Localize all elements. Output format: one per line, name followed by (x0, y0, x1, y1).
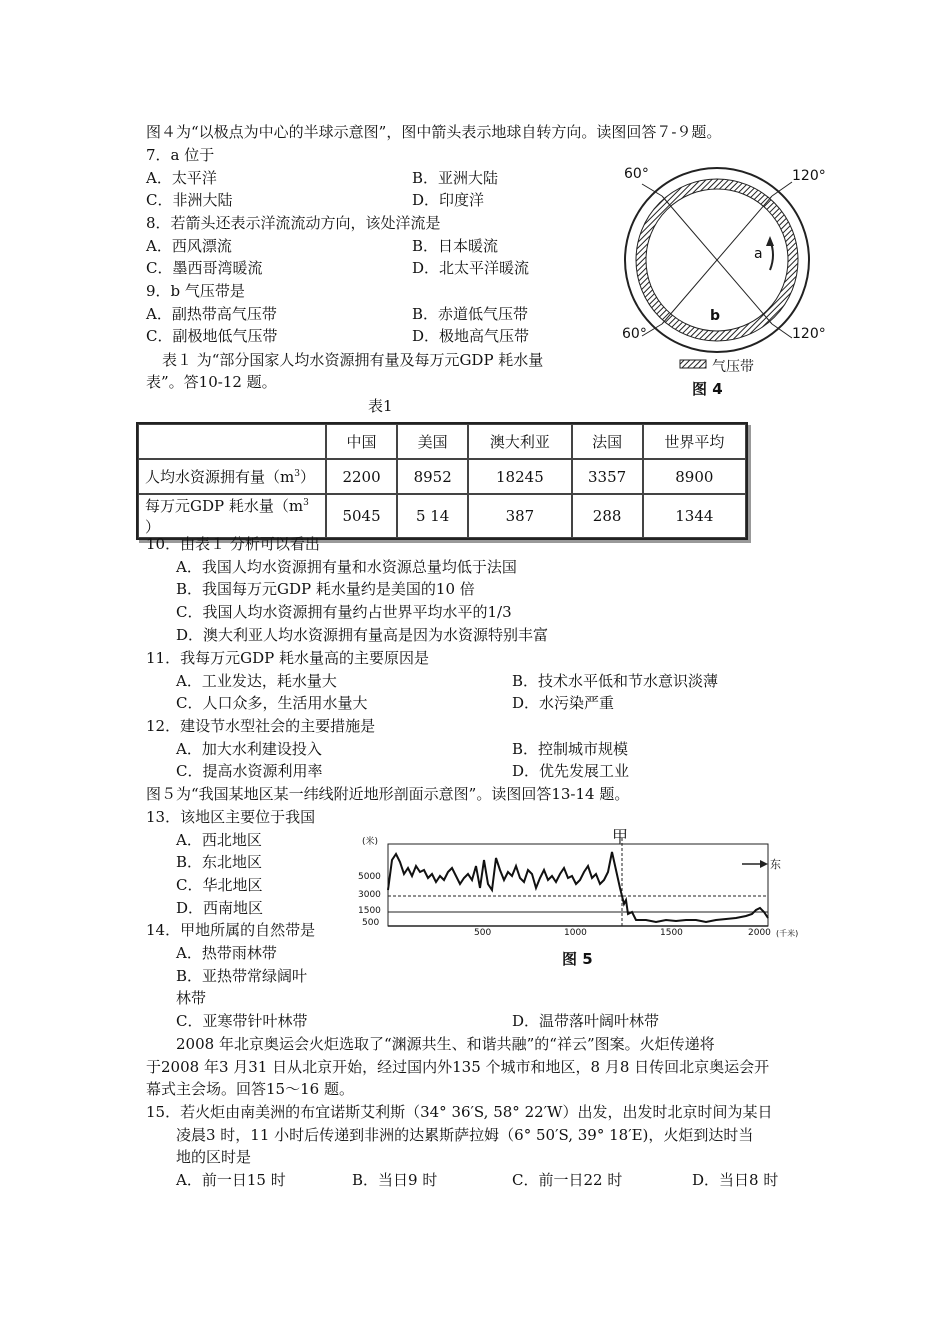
question-11: 11．我每万元GDP 耗水量高的主要原因是 (146, 649, 429, 667)
table-header-cell: 世界平均 (643, 424, 746, 459)
q8-option-c: C．墨西哥湾暖流 (146, 259, 263, 277)
question-10: 10．由表１ 分析可以看出 (146, 535, 320, 553)
table-cell: 288 (572, 494, 643, 538)
intro-fig5: 图５为“我国某地区某一纬线附近地形剖面示意图”。读图回答13-14 题。 (146, 785, 630, 803)
q10-option-a: A．我国人均水资源拥有量和水资源总量均低于法国 (176, 558, 517, 576)
q11-option-a: A．工业发达，耗水量大 (176, 672, 337, 690)
table-1 (136, 422, 748, 540)
q12-option-a: A．加大水利建设投入 (176, 740, 322, 758)
q14-option-b: B．亚热带常绿阔叶 (176, 967, 308, 985)
intro-torch-line1: 2008 年北京奥运会火炬选取了“渊源共生、和谐共融”的“祥云”图案。火炬传递将 (176, 1035, 715, 1053)
fig5-y-tick: 5000 (358, 872, 381, 882)
table-header-cell: 中国 (326, 424, 397, 459)
q7-option-a: A．太平洋 (146, 169, 217, 187)
question-8: 8．若箭头还表示洋流流动方向，该处洋流是 (146, 214, 441, 232)
q13-option-c: C．华北地区 (176, 876, 263, 894)
fig5-x-tick: 2000 (748, 928, 771, 938)
fig4-legend-label: 气压带 (712, 359, 754, 375)
q9-option-d: D．极地高气压带 (412, 327, 530, 345)
q14-option-c: C．亚寒带针叶林带 (176, 1012, 308, 1030)
q7-option-b: B．亚洲大陆 (412, 169, 499, 187)
table-header-row (138, 424, 746, 459)
table-cell: 387 (468, 494, 571, 538)
table-cell: 3357 (572, 459, 643, 494)
q10-option-b: B．我国每万元GDP 耗水量约是美国的10 倍 (176, 580, 475, 598)
q13-option-a: A．西北地区 (176, 831, 262, 849)
row-label-water-per-capita: 人均水资源拥有量$(m^3)$ (138, 459, 326, 494)
question-15-line1: 15．若火炬由南美洲的布宜诺斯艾利斯（34° 36′S, 58° 22′W）出发，出发时北京时间为某日 (146, 1103, 773, 1121)
intro-table1-line2: 表”。答10-12 题。 (146, 373, 277, 391)
table-header-cell: 澳大利亚 (468, 424, 571, 459)
q15-option-d: D．当日8 时 (692, 1171, 779, 1189)
fig5-y-tick: 3000 (358, 890, 381, 900)
fig5-caption: 图 5 (562, 950, 593, 968)
question-15-line3: 地的区时是 (176, 1148, 252, 1166)
question-13: 13．该地区主要位于我国 (146, 808, 316, 826)
fig5-y-tick: 500 (362, 918, 380, 928)
fig4-caption: 图 4 (692, 380, 723, 398)
table-cell: 8900 (643, 459, 746, 494)
figure-5 (356, 827, 812, 970)
fig5-x-unit: (千米) (776, 929, 799, 938)
q8-option-a: A．西风漂流 (146, 237, 232, 255)
q12-option-c: C．提高水资源利用率 (176, 762, 323, 780)
q13-option-b: B．东北地区 (176, 853, 263, 871)
table-header-cell (138, 424, 326, 459)
fig4-label-120-bottom: 120° (792, 326, 826, 342)
fig5-label-jia: 甲 (612, 827, 629, 846)
q13-option-d: D．西南地区 (176, 899, 264, 917)
fig5-y-tick: 1500 (358, 906, 381, 916)
intro-fig4: 图４为“以极点为中心的半球示意图”，图中箭头表示地球自转方向。读图回答７-９题。 (146, 123, 722, 141)
q10-option-c: C．我国人均水资源拥有量约占世界平均水平的1/3 (176, 603, 512, 621)
table-cell: 5045 (326, 494, 397, 538)
q14-option-a: A．热带雨林带 (176, 944, 277, 962)
question-7: 7．a 位于 (146, 146, 215, 164)
q15-option-c: C．前一日22 时 (512, 1171, 623, 1189)
q11-option-d: D．水污染严重 (512, 694, 615, 712)
q12-option-d: D．优先发展工业 (512, 762, 630, 780)
figure-4 (612, 160, 837, 400)
fig4-label-b: b (710, 308, 721, 324)
table-header-cell: 美国 (397, 424, 468, 459)
question-14: 14．甲地所属的自然带是 (146, 921, 316, 939)
intro-torch-line2: 于2008 年3 月31 日从北京开始，经过国内外135 个城市和地区，8 月8 日传回北京奥运会开 (146, 1058, 770, 1076)
table-header-cell: 法国 (572, 424, 643, 459)
fig4-label-a: a (754, 246, 763, 262)
table-cell: 8952 (397, 459, 468, 494)
q9-option-a: A．副热带高气压带 (146, 305, 277, 323)
row-label-water-per-gdp: 每万元GDP 耗水量（$m^3$ ） (138, 494, 326, 538)
q8-option-d: D．北太平洋暖流 (412, 259, 530, 277)
table1-caption: 表1 (368, 397, 393, 415)
q12-option-b: B．控制城市规模 (512, 740, 629, 758)
intro-torch-line3: 幕式主会场。回答15～16 题。 (146, 1080, 354, 1098)
fig4-label-60-bottom: 60° (622, 326, 647, 342)
legend-swatch (680, 360, 706, 368)
question-9: 9．b 气压带是 (146, 282, 245, 300)
q15-option-b: B．当日9 时 (352, 1171, 438, 1189)
table-cell: 5 14 (397, 494, 468, 538)
q14-option-b-cont: 林带 (176, 989, 207, 1007)
table-cell: 18245 (468, 459, 571, 494)
q8-option-b: B．日本暖流 (412, 237, 499, 255)
table-cell: 1344 (643, 494, 746, 538)
intro-table1-line1: 表１ 为“部分国家人均水资源拥有量及每万元GDP 耗水量 (162, 351, 544, 369)
table-row (138, 459, 746, 494)
q7-option-d: D．印度洋 (412, 191, 485, 209)
q14-option-d: D．温带落叶阔叶林带 (512, 1012, 660, 1030)
q9-option-b: B．赤道低气压带 (412, 305, 529, 323)
question-12: 12．建设节水型社会的主要措施是 (146, 717, 376, 735)
fig5-label-east: 东 (770, 858, 781, 871)
fig5-x-tick: 1000 (564, 928, 587, 938)
table-row (138, 494, 746, 538)
fig5-y-unit: (米) (362, 837, 379, 847)
q11-option-c: C．人口众多，生活用水量大 (176, 694, 368, 712)
question-15-line2: 凌晨3 时，11 小时后传递到非洲的达累斯萨拉姆（6° 50′S, 39° 18′E)，火炬到达时当 (176, 1126, 754, 1144)
q15-option-a: A．前一日15 时 (176, 1171, 286, 1189)
q10-option-d: D．澳大利亚人均水资源拥有量高是因为水资源特别丰富 (176, 626, 549, 644)
q7-option-c: C．非洲大陆 (146, 191, 233, 209)
fig4-label-120-top: 120° (792, 168, 826, 184)
q9-option-c: C．副极地低气压带 (146, 327, 278, 345)
fig5-x-tick: 1500 (660, 928, 683, 938)
fig5-x-tick: 500 (474, 928, 492, 938)
table-cell: 2200 (326, 459, 397, 494)
q11-option-b: B．技术水平低和节水意识淡薄 (512, 672, 719, 690)
fig4-label-60-top: 60° (624, 166, 649, 182)
